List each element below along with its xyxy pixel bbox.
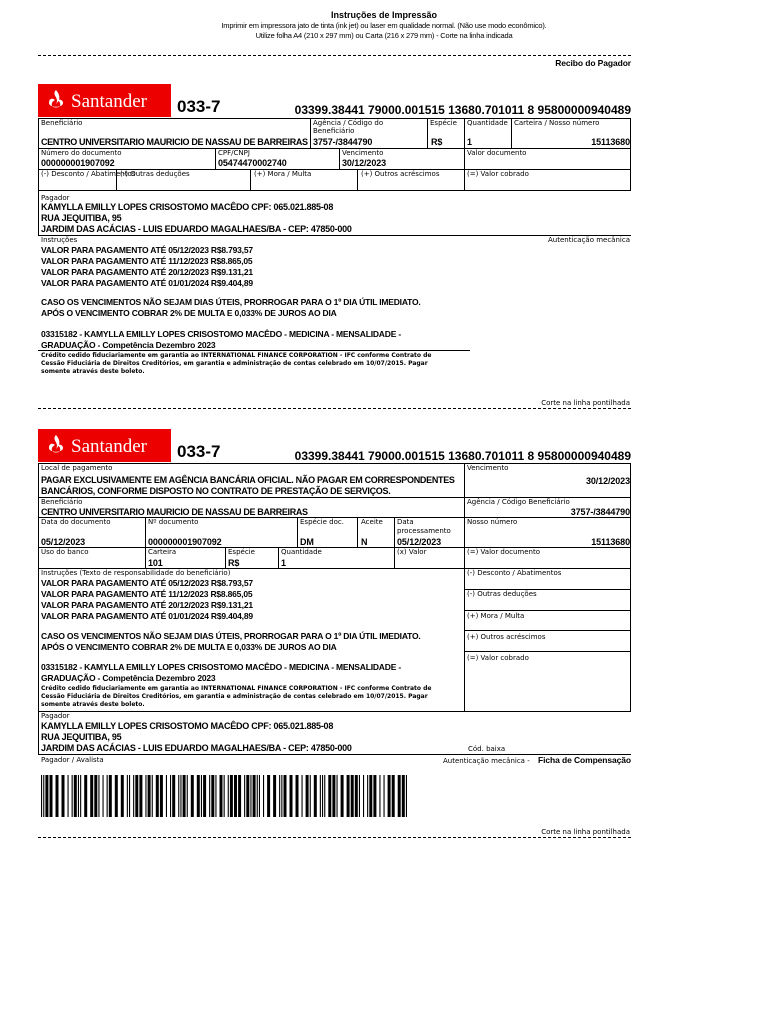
barcode-bar	[191, 775, 194, 817]
value-vencimento-ficha: 30/12/2023	[585, 476, 630, 486]
barcode-bar	[230, 775, 233, 817]
santander-flame-icon	[47, 434, 65, 456]
label-vencimento: Vencimento	[342, 149, 384, 157]
barcode-bar	[367, 775, 368, 817]
label-cod-baixa: Cód. baixa	[468, 745, 506, 753]
label-aceite: Aceite	[361, 518, 383, 526]
grid-line	[215, 148, 216, 169]
label-outros-acrescimos-ficha: (+) Outros acréscimos	[467, 633, 546, 641]
label-autenticacao-ficha: Autenticação mecânica -	[443, 757, 530, 765]
grid-line	[38, 190, 631, 191]
barcode-bar	[107, 775, 108, 817]
separator	[38, 350, 470, 351]
cut-line-top	[38, 55, 631, 56]
bank-code-ficha: 033-7	[177, 442, 221, 461]
grid-line	[464, 118, 465, 190]
grid-line	[310, 118, 311, 148]
credit-line-1: Crédito cedido fiduciariamente em garantia ao INTERNATIONAL FINANCE CORPORATION - IFC conforme Contrato de	[41, 352, 432, 359]
label-valor-doc: Valor documento	[467, 149, 527, 157]
label-pagador-avalista: Pagador / Avalista	[41, 756, 104, 764]
barcode-bar	[90, 775, 93, 817]
barcode-bar	[215, 775, 216, 817]
barcode-bar	[369, 775, 372, 817]
barcode-bar	[355, 775, 358, 817]
notice-line-2: APÓS O VENCIMENTO COBRAR 2% DE MULTA E 0,033% DE JUROS AO DIA	[41, 308, 337, 318]
label-data-doc: Data do documento	[41, 518, 111, 526]
barcode-bar	[341, 775, 344, 817]
barcode-bar	[68, 775, 69, 817]
barcode-bar	[166, 775, 167, 817]
ficha-payment-line-1: VALOR PARA PAGAMENTO ATÉ 05/12/2023 R$8.793,57	[41, 578, 253, 588]
barcode-bar	[156, 775, 159, 817]
reference-line-1: 03315182 - KAMYLLA EMILLY LOPES CRISOSTOMO MACÊDO - MEDICINA - MENSALIDADE -	[41, 329, 401, 339]
value-agencia-ficha: 3757-/3844790	[570, 507, 630, 517]
barcode-bar	[402, 775, 405, 817]
ficha-title: Ficha de Compensação	[538, 755, 631, 765]
barcode-bar	[178, 775, 179, 817]
barcode-bar	[209, 775, 210, 817]
barcode	[41, 775, 410, 817]
barcode-bar	[94, 775, 97, 817]
label-pagador: Pagador	[41, 194, 70, 202]
grid-line	[38, 463, 39, 754]
value-quantidade-ficha: 1	[281, 558, 286, 568]
label-agencia: Agência / Código do Beneficiário	[313, 119, 384, 135]
barcode-bar	[203, 775, 206, 817]
grid-line	[38, 235, 631, 236]
barcode-bar	[363, 775, 364, 817]
barcode-bar	[152, 775, 153, 817]
barcode-bar	[351, 775, 354, 817]
grid-line	[394, 517, 395, 568]
label-quantidade-ficha: Quantidade	[281, 548, 322, 556]
digitable-line-ficha: 03399.38441 79000.001515 13680.701011 8 95800000940489	[294, 449, 631, 463]
barcode-bar	[263, 775, 264, 817]
label-valor-cobrado-ficha: (=) Valor cobrado	[467, 654, 529, 662]
santander-logo-ficha	[38, 429, 171, 462]
value-num-doc: 000000001907092	[41, 158, 115, 168]
grid-line	[339, 148, 340, 169]
grid-line	[145, 517, 146, 568]
barcode-bar	[322, 775, 323, 817]
barcode-bar	[284, 775, 287, 817]
label-outras-deducoes: (-) Outras deduções	[120, 170, 190, 178]
barcode-bar	[220, 775, 223, 817]
cut-line-receipt	[38, 408, 631, 409]
barcode-bar	[148, 775, 151, 817]
barcode-bar	[78, 775, 79, 817]
value-vencimento: 30/12/2023	[342, 158, 387, 168]
barcode-bar	[398, 775, 401, 817]
barcode-bar	[281, 775, 282, 817]
value-especie-doc: DM	[300, 537, 314, 547]
barcode-bar	[373, 775, 376, 817]
value-local-1: PAGAR EXCLUSIVAMENTE EM AGÊNCIA BANCÁRIA OFICIAL. NÃO PAGAR EM CORRESPONDENTES	[41, 475, 455, 485]
grid-line	[464, 630, 631, 631]
reference-line-2: GRADUAÇÃO - Competência Dezembro 2023	[41, 340, 216, 350]
barcode-bar	[234, 775, 237, 817]
barcode-bar	[290, 775, 293, 817]
barcode-bar	[267, 775, 270, 817]
bank-name: Santander	[71, 91, 147, 112]
barcode-image	[41, 775, 410, 817]
barcode-bar	[139, 775, 142, 817]
print-instructions	[0, 10, 768, 41]
value-local-2: BANCÁRIOS, CONFORME DISPOSTO NO CONTRATO DE PRESTAÇÃO DE SERVIÇOS.	[41, 486, 391, 496]
value-especie-ficha: R$	[228, 558, 240, 568]
grid-line	[38, 711, 631, 712]
label-local-pagamento: Local de pagamento	[41, 464, 113, 472]
label-num-doc: Número do documento	[41, 149, 122, 157]
grid-line	[38, 148, 631, 149]
value-agencia: 3757-/3844790	[313, 137, 373, 147]
barcode-bar	[56, 775, 59, 817]
label-carteira: Carteira / Nosso número	[514, 119, 600, 127]
value-especie: R$	[431, 137, 443, 147]
barcode-bar	[324, 775, 325, 817]
credit-line-2: Cessão Fiduciária de Direitos Creditórios, em garantia e administração de contas celebrado em 10/07/2015. Pagar	[41, 360, 428, 367]
value-data-doc: 05/12/2023	[41, 537, 86, 547]
label-mora: (+) Mora / Multa	[254, 170, 312, 178]
ficha-payment-line-4: VALOR PARA PAGAMENTO ATÉ 01/01/2024 R$9.404,89	[41, 611, 253, 621]
barcode-bar	[253, 775, 256, 817]
ficha-payment-line-2: VALOR PARA PAGAMENTO ATÉ 11/12/2023 R$8.865,05	[41, 589, 253, 599]
pagador-line-3: JARDIM DAS ACÁCIAS - LUIS EDUARDO MAGALHAES/BA - CEP: 47850-000	[41, 224, 352, 234]
payment-line-1: VALOR PARA PAGAMENTO ATÉ 05/12/2023 R$8.793,57	[41, 245, 253, 255]
barcode-bar	[103, 775, 104, 817]
notice-line-1: CASO OS VENCIMENTOS NÃO SEJAM DIAS ÚTEIS, PRORROGAR PARA O 1º DIA ÚTIL IMEDIATO.	[41, 297, 421, 307]
label-pagador-ficha: Pagador	[41, 712, 70, 720]
bank-code: 033-7	[177, 97, 221, 116]
santander-flame-icon	[47, 89, 65, 111]
label-autenticacao: Autenticação mecânica	[548, 236, 630, 244]
barcode-bar	[109, 775, 112, 817]
barcode-bar	[197, 775, 200, 817]
label-mora-ficha: (+) Mora / Multa	[467, 612, 525, 620]
grid-line	[225, 547, 226, 568]
barcode-bar	[238, 775, 241, 817]
barcode-bar	[115, 775, 118, 817]
value-nosso-numero: 15113680	[591, 137, 630, 147]
label-instrucoes-ficha: Instruções (Texto de responsabilidade do beneficiário)	[41, 569, 231, 577]
bank-name-ficha: Santander	[71, 436, 147, 457]
label-data-proc-1: Data	[397, 518, 414, 526]
barcode-bar	[121, 775, 124, 817]
label-x-valor: (x) Valor	[397, 548, 427, 556]
label-beneficiario-ficha: Beneficiário	[41, 498, 83, 506]
label-instrucoes: Instruções	[41, 236, 78, 244]
barcode-bar	[328, 775, 331, 817]
barcode-bar	[388, 775, 391, 817]
barcode-bar	[228, 775, 229, 817]
ficha-reference-line-1: 03315182 - KAMYLLA EMILLY LOPES CRISOSTOMO MACÊDO - MEDICINA - MENSALIDADE -	[41, 662, 401, 672]
barcode-bar	[74, 775, 77, 817]
ficha-credit-line-1: Crédito cedido fiduciariamente em garantia ao INTERNATIONAL FINANCE CORPORATION - IFC conforme Contrato de	[41, 685, 432, 692]
value-beneficiario-ficha: CENTRO UNIVERSITARIO MAURICIO DE NASSAU DE BARREIRAS	[41, 507, 308, 517]
print-instructions-title: Instruções de Impressão	[330, 10, 438, 20]
ficha-reference-line-2: GRADUAÇÃO - Competência Dezembro 2023	[41, 673, 216, 683]
digitable-line: 03399.38441 79000.001515 13680.701011 8 95800000940489	[294, 103, 631, 117]
label-desconto-ficha: (-) Desconto / Abatimentos	[467, 569, 562, 577]
value-nosso-numero-ficha: 15113680	[591, 537, 630, 547]
barcode-bar	[43, 775, 44, 817]
barcode-bar	[98, 775, 99, 817]
barcode-bar	[160, 775, 163, 817]
pagador-line-2: RUA JEQUITIBA, 95	[41, 213, 122, 223]
barcode-bar	[314, 775, 317, 817]
barcode-bar	[135, 775, 138, 817]
barcode-bar	[170, 775, 171, 817]
grid-line	[357, 517, 358, 547]
label-valor-doc-ficha: (=) Valor documento	[467, 548, 541, 556]
grid-line	[630, 463, 631, 711]
barcode-bar	[183, 775, 186, 817]
ficha-credit-line-2: Cessão Fiduciária de Direitos Creditórios, em garantia e administração de contas celebrado em 10/07/2015. Pagar	[41, 693, 428, 700]
barcode-bar	[384, 775, 385, 817]
barcode-bar	[129, 775, 130, 817]
grid-line	[630, 118, 631, 190]
barcode-bar	[187, 775, 188, 817]
label-quantidade: Quantidade	[467, 119, 508, 127]
barcode-bar	[302, 775, 303, 817]
payment-line-2: VALOR PARA PAGAMENTO ATÉ 11/12/2023 R$8.865,05	[41, 256, 253, 266]
cut-line-ficha	[38, 837, 631, 838]
label-especie: Espécie	[430, 119, 457, 127]
santander-logo	[38, 84, 171, 117]
barcode-bar	[50, 775, 53, 817]
barcode-bar	[72, 775, 73, 817]
label-agencia-ficha: Agência / Código Beneficiário	[467, 498, 570, 506]
barcode-bar	[306, 775, 309, 817]
barcode-bar	[244, 775, 245, 817]
ficha-pagador-line-1: KAMYLLA EMILLY LOPES CRISOSTOMO MACÊDO CPF: 065.021.885-08	[41, 721, 334, 731]
value-aceite: N	[361, 537, 368, 547]
barcode-bar	[201, 775, 202, 817]
grid-line	[250, 169, 251, 190]
label-outros-acrescimos: (+) Outros acréscimos	[361, 170, 440, 178]
ficha-payment-line-3: VALOR PARA PAGAMENTO ATÉ 20/12/2023 R$9.131,21	[41, 600, 253, 610]
barcode-bar	[279, 775, 280, 817]
label-uso-banco: Uso do banco	[41, 548, 89, 556]
pagador-line-1: KAMYLLA EMILLY LOPES CRISOSTOMO MACÊDO CPF: 065.021.885-08	[41, 202, 334, 212]
barcode-bar	[379, 775, 380, 817]
value-cpf: 05474470002740	[218, 158, 287, 168]
receipt-title: Recibo do Pagador	[555, 58, 631, 68]
barcode-bar	[337, 775, 338, 817]
cut-label-receipt: Corte na linha pontilhada	[541, 399, 630, 407]
label-desconto: (-) Desconto / Abatimentos	[41, 170, 136, 178]
payment-line-4: VALOR PARA PAGAMENTO ATÉ 01/01/2024 R$9.404,89	[41, 278, 253, 288]
value-quantidade: 1	[467, 137, 472, 147]
cut-label-ficha: Corte na linha pontilhada	[541, 828, 630, 836]
grid-line	[464, 463, 465, 711]
ficha-notice-line-2: APÓS O VENCIMENTO COBRAR 2% DE MULTA E 0,033% DE JUROS AO DIA	[41, 642, 337, 652]
label-data-proc-2: processamento	[397, 527, 451, 535]
label-beneficiario: Beneficiário	[41, 119, 83, 127]
grid-line	[511, 118, 512, 148]
barcode-bar	[320, 775, 321, 817]
label-num-doc-ficha: Nº documento	[148, 518, 199, 526]
ficha-credit-line-3: somente através deste boleto.	[41, 701, 145, 708]
grid-line	[464, 610, 631, 611]
label-nosso-numero: Nosso número	[467, 518, 518, 526]
barcode-bar	[172, 775, 175, 817]
value-beneficiario: CENTRO UNIVERSITARIO MAURICIO DE NASSAU DE BARREIRAS	[41, 137, 308, 147]
barcode-bar	[41, 775, 42, 817]
barcode-bar	[180, 775, 181, 817]
barcode-bar	[359, 775, 360, 817]
barcode-bar	[80, 775, 81, 817]
grid-line	[38, 547, 631, 548]
barcode-bar	[392, 775, 395, 817]
barcode-bar	[45, 775, 48, 817]
label-outras-deducoes-ficha: (-) Outras deduções	[467, 590, 537, 598]
ficha-pagador-line-2: RUA JEQUITIBA, 95	[41, 732, 122, 742]
print-instructions-line2: Utilize folha A4 (210 x 297 mm) ou Carta (216 x 279 mm) - Corte na linha indicada	[255, 31, 513, 40]
grid-line	[297, 517, 298, 547]
barcode-bar	[310, 775, 311, 817]
barcode-bar	[133, 775, 134, 817]
value-carteira-ficha: 101	[148, 558, 163, 568]
label-especie-doc: Espécie doc.	[300, 518, 344, 526]
ficha-pagador-line-3: JARDIM DAS ACÁCIAS - LUIS EDUARDO MAGALHAES/BA - CEP: 47850-000	[41, 743, 352, 753]
label-especie-ficha: Espécie	[228, 548, 255, 556]
credit-line-3: somente através deste boleto.	[41, 368, 145, 375]
value-data-proc: 05/12/2023	[397, 537, 442, 547]
value-num-doc-ficha: 000000001907092	[148, 537, 222, 547]
grid-line	[38, 118, 39, 235]
grid-line	[38, 463, 631, 464]
barcode-bar	[84, 775, 87, 817]
barcode-bar	[127, 775, 128, 817]
barcode-bar	[145, 775, 146, 817]
payment-line-3: VALOR PARA PAGAMENTO ATÉ 20/12/2023 R$9.131,21	[41, 267, 253, 277]
barcode-bar	[257, 775, 258, 817]
barcode-bar	[246, 775, 249, 817]
barcode-bar	[332, 775, 335, 817]
barcode-bar	[406, 775, 407, 817]
barcode-bar	[296, 775, 299, 817]
barcode-bar	[259, 775, 260, 817]
label-cpf: CPF/CNPJ	[218, 149, 250, 157]
label-carteira-ficha: Carteira	[148, 548, 177, 556]
grid-line	[357, 169, 358, 190]
barcode-bar	[224, 775, 225, 817]
barcode-bar	[62, 775, 65, 817]
ficha-notice-line-1: CASO OS VENCIMENTOS NÃO SEJAM DIAS ÚTEIS, PRORROGAR PARA O 1º DIA ÚTIL IMEDIATO.	[41, 631, 421, 641]
grid-line	[464, 651, 631, 652]
barcode-bar	[211, 775, 214, 817]
grid-line	[427, 118, 428, 148]
label-vencimento-ficha: Vencimento	[467, 464, 509, 472]
grid-line	[278, 547, 279, 568]
print-instructions-line1: Imprimir em impressora jato de tinta (ink jet) ou laser em qualidade normal. (Não use modo econômico).	[221, 21, 547, 30]
label-valor-cobrado: (=) Valor cobrado	[467, 170, 529, 178]
barcode-bar	[250, 775, 251, 817]
barcode-bar	[273, 775, 276, 817]
barcode-bar	[347, 775, 350, 817]
